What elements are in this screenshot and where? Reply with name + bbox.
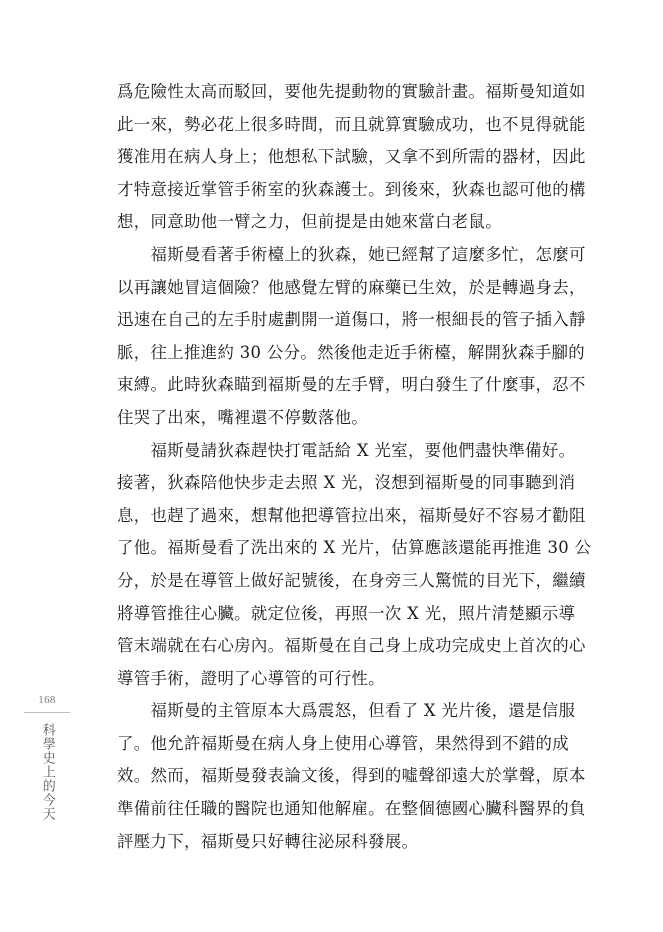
text-line: 福斯曼看著手術檯上的狄森，她已經幫了這麼多忙，怎麼可 <box>117 244 586 264</box>
text-line: 住哭了出來，嘴裡還不停數落他。 <box>117 407 369 427</box>
text-line: 導管手術，證明了心導管的可行性。 <box>117 668 385 688</box>
text-line: 獲准用在病人身上；他想私下試驗，又拿不到所需的器材，因此 <box>117 147 586 167</box>
text-line: 了。他允許福斯曼在病人身上使用心導管，果然得到不錯的成 <box>117 733 569 753</box>
text-line: 將導管推往心臟。就定位後，再照一次 X 光，照片清楚顯示導 <box>117 603 576 623</box>
text-line: 準備前往任職的醫院也通知他解雇。在整個德國心臟科醫界的負 <box>117 799 586 819</box>
text-line: 息，也趕了過來，想幫他把導管拉出來，福斯曼好不容易才勸阻 <box>117 505 586 525</box>
text-line: 此一來，勢必花上很多時間，而且就算實驗成功，也不見得就能 <box>117 114 586 134</box>
text-line: 分，於是在導管上做好記號後，在身旁三人驚慌的目光下，繼續 <box>117 570 586 590</box>
text-line: 脈，往上推進約 30 公分。然後他走近手術檯，解開狄森手腳的 <box>117 342 585 362</box>
text-line: 想，同意助他一臂之力，但前提是由她來當白老鼠。 <box>117 212 503 232</box>
page-margin <box>24 694 70 825</box>
text-line: 束縛。此時狄森瞄到福斯曼的左手臂，明白發生了什麼事，忍不 <box>117 375 586 395</box>
text-line: 福斯曼的主管原本大爲震怒，但看了 X 光片後，還是信服 <box>117 701 576 721</box>
text-line: 接著，狄森陪他快步走去照 X 光，沒想到福斯曼的同事聽到消 <box>117 473 576 493</box>
text-line: 管末端就在右心房內。福斯曼在自己身上成功完成史上首次的心 <box>117 636 586 656</box>
page-number: 168 <box>38 694 56 706</box>
text-line: 以再讓她冒這個險？他感覺左臂的麻藥已生效，於是轉過身去， <box>117 277 586 297</box>
book-title: 科學史上的今天 <box>39 723 55 821</box>
text-line: 爲危險性太高而駁回，要他先提動物的實驗計畫。福斯曼知道如 <box>117 82 586 101</box>
margin-divider <box>24 712 70 713</box>
body-text <box>117 76 592 858</box>
text-line: 評壓力下，福斯曼只好轉往泌尿科發展。 <box>117 831 419 851</box>
text-line: 效。然而，福斯曼發表論文後，得到的噓聲卻遠大於掌聲，原本 <box>117 766 586 786</box>
text-line: 才特意接近掌管手術室的狄森護士。到後來，狄森也認可他的構 <box>117 179 586 199</box>
text-line: 了他。福斯曼看了洗出來的 X 光片，估算應該還能再推進 30 公 <box>117 538 592 558</box>
text-line: 福斯曼請狄森趕快打電話給 X 光室，要他們盡快準備好。 <box>117 440 576 460</box>
text-line: 迅速在自己的左手肘處劃開一道傷口，將一根細長的管子插入靜 <box>117 310 586 330</box>
